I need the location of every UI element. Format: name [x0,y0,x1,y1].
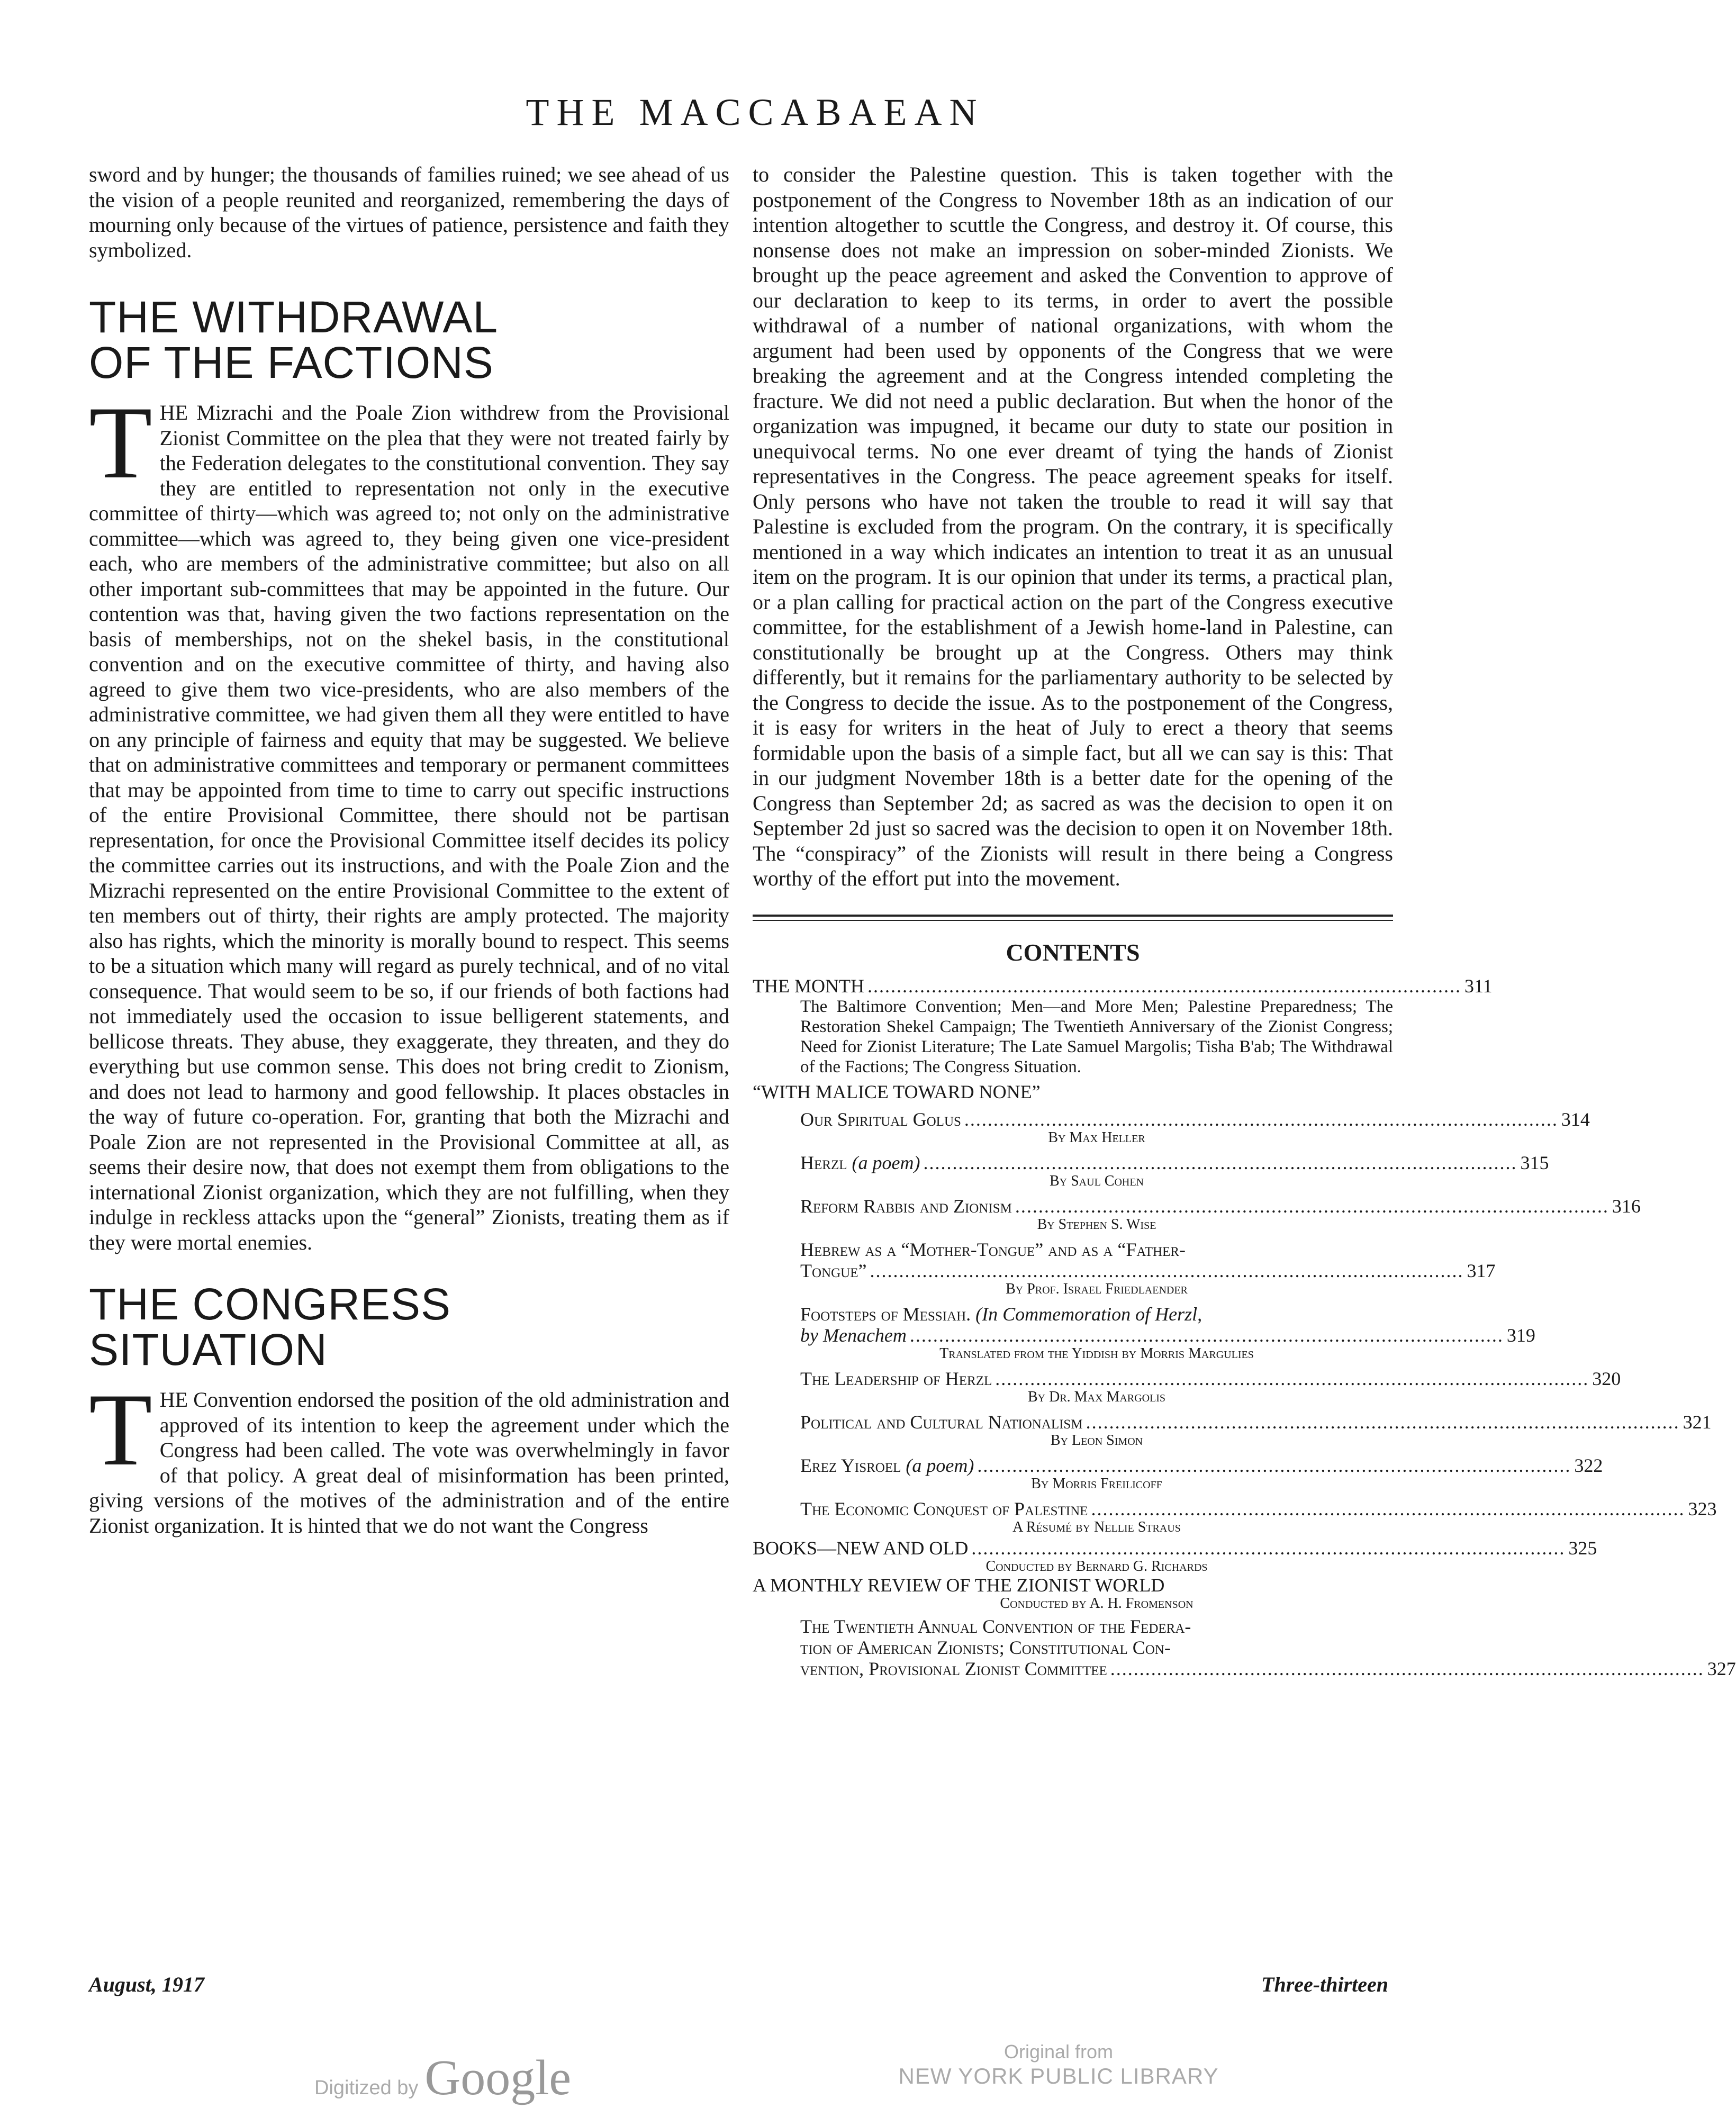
toc-entry-page: 321 [1683,1412,1712,1433]
toc-leader: ...................................................................................................... [1015,1196,1609,1217]
right-continuation: to consider the Palestine question. This is taken together with the postponement of the Congress to November 18th as an indication of our intention altogether to scuttle the Congress, and destroy it. Of course, this nonsense does not make an impression on sober-minded Zionists. We brought up the peace agreement and asked the Convention to approve of our declaration to keep to its terms, in order to avert the possible withdrawal of a number of national organizations, with whom the argument had been used by opponents of the Congress that we were breaking the agreement and at the Congress intended completing the fracture. We did not need a public declaration. But when the honor of the organization was impugned, it became our duty to state our position in unequivocal terms. No one ever dreamt of tying the hands of Zionist representatives in the Congress. The peace agreement speaks for itself. Only persons who have not taken the trouble to read it will say that Palestine is excluded from the program. On the contrary, it is specifically mentioned in a way which indicates an intention to treat it as an unusual item on the program. It is our opinion that under its terms, a practical plan, or a plan calling for practical action on the part of the Congress executive committee, for the establishment of a Jewish home-land in Palestine, can constitutionally be brought up at the Congress. Others may think differently, but it remains for the parliamentary authority to be selected by the Congress to decide the issue. As to the postponement of the Congress, it is easy for writers in the heat of July to erect a theory that seems formidable upon the basis of a simple fact, but all we can say is this: That in our judgment November 18th is a better date for the opening of the Congress than September 2d; as sacred as was the decision to open it on September 2d just so sacred was the decision to open it on November 18th. The “conspiracy” of the Zionists will result in there being a Congress worthy of the effort put into the movement. [753,162,1393,890]
toc-entry-author: By Leon Simon [1050,1432,1143,1449]
article2-body [89,1372,729,1538]
toc-entry-author: By Morris Freilicoff [1031,1476,1162,1492]
toc-entry[interactable] [800,1368,1621,1389]
toc-entry[interactable] [800,1152,1549,1173]
table-of-contents [753,975,1736,1679]
masthead: THE MACCABAEAN [526,91,984,133]
intro-paragraph: sword and by hunger; the thousands of families ruined; we see ahead of us the vision of a people reunited and reorganized, remembering the days of mourning only because of the virtues of patience, persistence and faith they symbolized. [89,162,729,262]
toc-entry-title: The Economic Conquest of Palestine [800,1498,1088,1519]
toc-entry-author: By Saul Cohen [1049,1173,1144,1189]
toc-entry-title [800,1152,920,1173]
toc-entry-author: By Max Heller [1048,1129,1145,1146]
toc-entry-page: 327 [1707,1658,1736,1679]
article1-headline-line1: THE WITHDRAWAL [89,292,499,342]
toc-entry-page: 317 [1467,1260,1496,1281]
toc-books[interactable] [753,1537,1597,1559]
toc-monthly-review-author: Conducted by A. H. Fromenson [1000,1595,1194,1612]
toc-entry-title: Our Spiritual Golus [800,1109,961,1130]
digitized-by-text: Digitized by [314,2077,419,2099]
toc-entry[interactable] [800,1455,1603,1476]
toc-leader: ...................................................................................................... [964,1109,1558,1130]
article2-headline-line1: THE CONGRESS [89,1279,451,1329]
google-logo: Google [424,2050,572,2105]
toc-entry-author: By Prof. Israel Friedlaender [1006,1281,1188,1297]
article2-dropcap: T [89,1372,152,1487]
toc-leader: ...................................................................................................... [977,1455,1571,1476]
toc-footsteps-author-italic: by Menachem [800,1325,907,1346]
toc-entry-page: 316 [1612,1196,1641,1217]
library-name: NEW YORK PUBLIC LIBRARY [898,2064,1219,2088]
toc-leader: ...................................................................................................... [1086,1412,1680,1433]
toc-books-page: 325 [1568,1537,1597,1559]
toc-entry-title-italic: (a poem) [906,1455,974,1476]
toc-entry-title: The Leadership of Herzl [800,1368,992,1389]
toc-entry-title: Tongue” [800,1260,867,1281]
toc-month-label: THE MONTH [753,975,864,997]
toc-entry-page: 319 [1506,1325,1535,1346]
toc-entry[interactable] [800,1109,1590,1130]
toc-leader: ...................................................................................................... [971,1537,1566,1559]
library-watermark [894,2040,1223,2089]
article1-headline [89,294,729,385]
toc-entry[interactable] [800,1412,1712,1433]
article1-headline-line2: OF THE FACTIONS [89,338,494,387]
toc-month-topics: The Baltimore Convention; Men—and More Men; Palestine Preparedness; The Restoration Shekel Campaign; The Twentieth Anniversary of the Zionist Congress; Need for Zionist Literature; The Late Samuel Margolis; Tisha B'ab; The Withdrawal of the Factions; The Congress Situation. [800,997,1393,1076]
toc-entry[interactable] [800,1325,1535,1346]
toc-entry-author: By Dr. Max Margolis [1027,1389,1166,1405]
toc-entry-title-italic: (a poem) [852,1152,920,1173]
toc-entry-title-text: Erez Yisroel [800,1455,901,1476]
toc-entry-title: Political and Cultural Nationalism [800,1412,1083,1433]
toc-entry-title: vention, Provisional Zionist Committee [800,1658,1107,1679]
article1-dropcap: T [89,385,152,500]
toc-entry[interactable] [800,1658,1736,1679]
contents-divider [753,915,1393,921]
article2-headline-line2: SITUATION [89,1325,328,1374]
toc-entry-author: A Résumé by Nellie Straus [1012,1519,1181,1535]
original-from-text: Original from [1003,2041,1114,2062]
toc-entry-page: 314 [1561,1109,1590,1130]
left-column [89,162,729,1538]
footer-date: August, 1917 [89,1973,204,1996]
toc-footsteps-title: Footsteps of Messiah. [800,1304,971,1325]
toc-books-author: Conducted by Bernard G. Richards [985,1558,1208,1575]
toc-entry-title: Reform Rabbis and Zionism [800,1196,1012,1217]
toc-leader: ...................................................................................................... [870,1260,1464,1281]
toc-malice-heading: “WITH MALICE TOWARD NONE” [753,1081,1041,1102]
digitized-by-watermark [314,2049,571,2106]
toc-entry-author: Translated from the Yiddish by Morris Margulies [939,1345,1254,1362]
contents-title: CONTENTS [1006,938,1140,966]
article2-text: HE Convention endorsed the position of the old administration and approved of its intention to keep the agreement under which the Congress had been called. The vote was overwhelmingly in favor of that policy. A great deal of misinformation has been printed, giving versions of the motives of the administration and of the entire Zionist organization. It is hinted that we do not want the Congress [89,1388,729,1537]
toc-entry-page: 320 [1592,1368,1621,1389]
toc-leader: ...................................................................................................... [1110,1658,1704,1679]
toc-entry[interactable] [800,1196,1641,1217]
toc-leader: ...................................................................................................... [867,975,1461,997]
toc-entry[interactable] [800,1498,1717,1519]
footer-page-number: Three-thirteen [1261,1973,1388,1996]
toc-entry-page: 315 [1520,1152,1549,1173]
right-column [753,162,1736,1679]
article1-body [89,385,729,1255]
toc-entry-page: 323 [1688,1498,1717,1519]
toc-entry-title [800,1325,907,1346]
toc-convention-line1[interactable]: The Twentieth Annual Convention of the Federa- [800,1616,1191,1637]
article2-headline [89,1281,729,1372]
toc-footsteps-italic: (In Commemoration of Herzl, [975,1304,1202,1325]
toc-entry-author: By Stephen S. Wise [1037,1216,1156,1233]
toc-leader: ...................................................................................................... [923,1152,1517,1173]
toc-entry[interactable] [800,1260,1496,1281]
toc-entry-title [800,1455,974,1476]
toc-entry-page: 322 [1574,1455,1603,1476]
toc-month-page: 311 [1464,975,1493,997]
toc-month[interactable] [753,975,1493,997]
toc-leader: ...................................................................................................... [995,1368,1589,1389]
toc-footsteps-line1[interactable] [800,1304,1393,1325]
toc-convention-line2: tion of American Zionists; Constitutional Con- [800,1637,1171,1658]
toc-books-label: BOOKS—NEW AND OLD [753,1537,969,1559]
toc-entry-title-text: Herzl [800,1152,847,1173]
toc-leader: ...................................................................................................... [909,1325,1504,1346]
toc-leader: ...................................................................................................... [1091,1498,1685,1519]
toc-hebrew-line1[interactable]: Hebrew as a “Mother-Tongue” and as a “Father- [800,1239,1186,1260]
article1-text: HE Mizrachi and the Poale Zion withdrew from the Provisional Zionist Committee on the plea that they were not treated fairly by the Federation delegates to the constitutional convention. They say they are entitled to representation not only in the executive committee of thirty—which was agreed to; not only on the administrative committee—which was agreed to, they being given one vice-president each, who are members of the administrative committee; but also on all other important sub-committees that may be appointed in the future. Our contention was that, having given the two factions representation on the basis of memberships, not on the shekel basis, in the constitutional convention and on the executive committee of thirty, and having also agreed to give them two vice-presidents, who are also members of the administrative committee, we had given them all they were entitled to have on any principle of fairness and equity that may be suggested. We believe that on administrative committees and temporary or permanent committees that may be appointed from time to time to carry out specific instructions of the entire Provisional Committee, there should not be partisan representation, for once the Provisional Committee itself decides its policy the committee carries out its instructions, and with the Poale Zion and the Mizrachi represented on the entire Provisional Committee to the extent of ten members out of thirty, their rights are amply protected. The majority also has rights, which the minority is morally bound to respect. This seems to be a situation which many will regard as purely technical, and of no vital consequence. That would seem to be so, if our friends of both factions had not immediately used the occasion to issue belligerent statements, and bellicose threats. They abuse, they exaggerate, they threaten, and they do everything but use common sense. This does not bring credit to Zionism, and does not lead to harmony and good fellowship. It places obstacles in the way of future co-operation. For, granting that both the Mizrachi and Poale Zion are not represented in the Provisional Committee at all, as seems their desire now, that does not exempt them from obligations to the international Zionist organization, which they are not fulfilling, when they indulge in reckless attacks upon the “general” Zionists, treating them as if they were mortal enemies. [89,401,729,1254]
toc-monthly-review[interactable]: A MONTHLY REVIEW OF THE ZIONIST WORLD [753,1575,1165,1596]
